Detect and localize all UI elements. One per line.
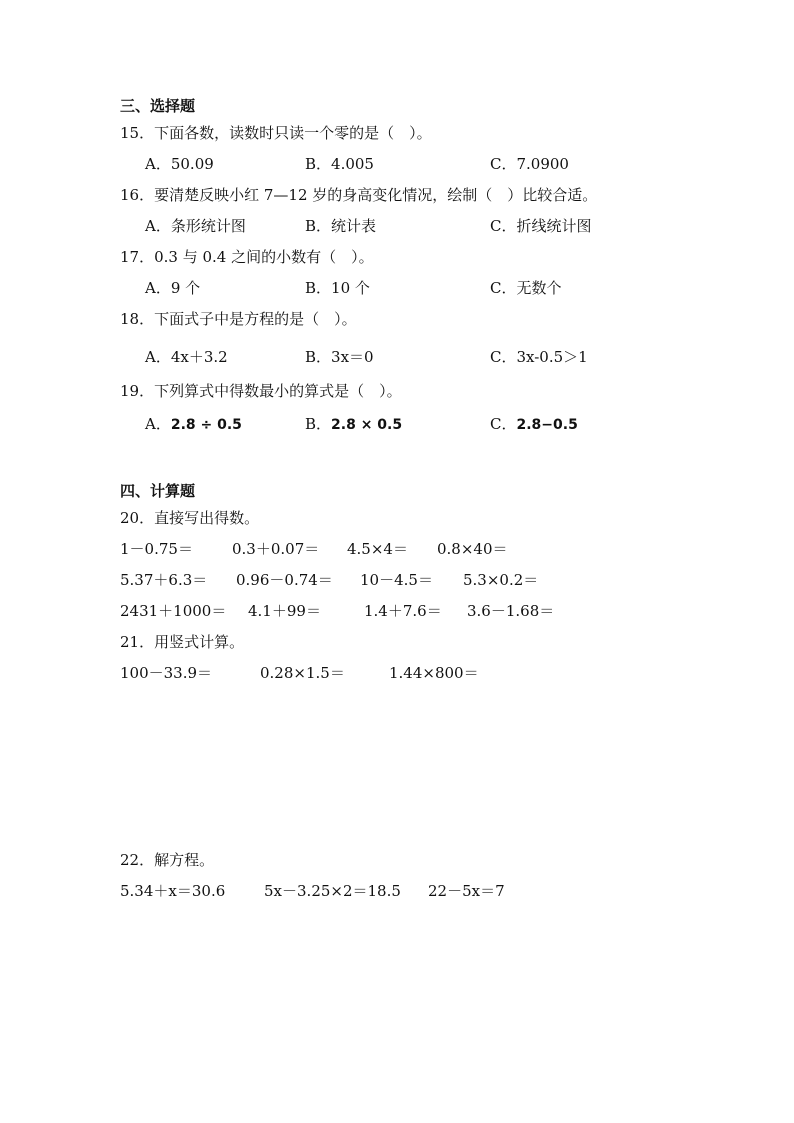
calc-item: 0.3＋0.07＝ xyxy=(232,540,320,558)
question-17-stem: 17．0.3 与 0.4 之间的小数有（ ）。 xyxy=(120,248,374,266)
question-17-option-a: A．9 个 xyxy=(145,279,201,297)
calc-item: 5.3×0.2＝ xyxy=(463,571,539,589)
option-letter: B． xyxy=(305,415,332,433)
question-18-option-c: C．3x-0.5＞1 xyxy=(490,348,588,366)
question-19-option-a xyxy=(145,414,242,435)
option-letter: C． xyxy=(490,415,517,433)
question-21-stem: 21．用竖式计算。 xyxy=(120,633,245,651)
question-19-stem: 19．下列算式中得数最小的算式是（ ）。 xyxy=(120,382,402,400)
calc-item: 10－4.5＝ xyxy=(360,571,433,589)
question-19-option-b xyxy=(305,414,402,435)
question-15-stem: 15．下面各数，读数时只读一个零的是（ ）。 xyxy=(120,124,432,142)
calc-item: 3.6－1.68＝ xyxy=(467,602,555,620)
option-expression: 2.8 ÷ 0.5 xyxy=(170,417,242,433)
calc-item: 1.4＋7.6＝ xyxy=(364,602,442,620)
option-letter: A． xyxy=(145,415,171,433)
calc-item: 5.37＋6.3＝ xyxy=(120,571,208,589)
vertical-calc-item: 0.28×1.5＝ xyxy=(260,664,345,682)
calc-item: 2431＋1000＝ xyxy=(120,602,227,620)
equation-item: 5x－3.25×2＝18.5 xyxy=(264,882,401,900)
vertical-calc-item: 1.44×800＝ xyxy=(389,664,479,682)
question-15-option-c: C．7.0900 xyxy=(490,155,569,173)
calc-item: 1－0.75＝ xyxy=(120,540,193,558)
question-16-stem: 16．要清楚反映小红 7—12 岁的身高变化情况，绘制（ ）比较合适。 xyxy=(120,186,598,204)
question-16-option-b: B．统计表 xyxy=(305,217,377,235)
question-20-stem: 20．直接写出得数。 xyxy=(120,509,260,527)
section-heading-choice: 三、选择题 xyxy=(120,97,196,115)
question-19-option-c xyxy=(490,414,578,435)
question-16-option-c: C．折线统计图 xyxy=(490,217,592,235)
question-15-option-b: B．4.005 xyxy=(305,155,374,173)
question-18-option-b: B．3x＝0 xyxy=(305,348,374,366)
question-16-option-a: A．条形统计图 xyxy=(145,217,246,235)
vertical-calc-item: 100－33.9＝ xyxy=(120,664,213,682)
calc-item: 4.1＋99＝ xyxy=(248,602,321,620)
option-expression: 2.8 × 0.5 xyxy=(331,417,403,433)
calc-item: 4.5×4＝ xyxy=(347,540,408,558)
calc-item: 0.8×40＝ xyxy=(437,540,508,558)
question-22-stem: 22．解方程。 xyxy=(120,851,215,869)
calc-item: 0.96－0.74＝ xyxy=(236,571,333,589)
equation-item: 22－5x＝7 xyxy=(428,882,505,900)
question-17-option-b: B．10 个 xyxy=(305,279,370,297)
section-heading-calculation: 四、计算题 xyxy=(120,482,196,500)
equation-item: 5.34＋x＝30.6 xyxy=(120,882,226,900)
question-18-stem: 18．下面式子中是方程的是（ ）。 xyxy=(120,310,357,328)
question-18-option-a: A．4x＋3.2 xyxy=(145,348,228,366)
question-17-option-c: C．无数个 xyxy=(490,279,562,297)
option-expression: 2.8−0.5 xyxy=(516,417,578,433)
question-15-option-a: A．50.09 xyxy=(145,155,214,173)
